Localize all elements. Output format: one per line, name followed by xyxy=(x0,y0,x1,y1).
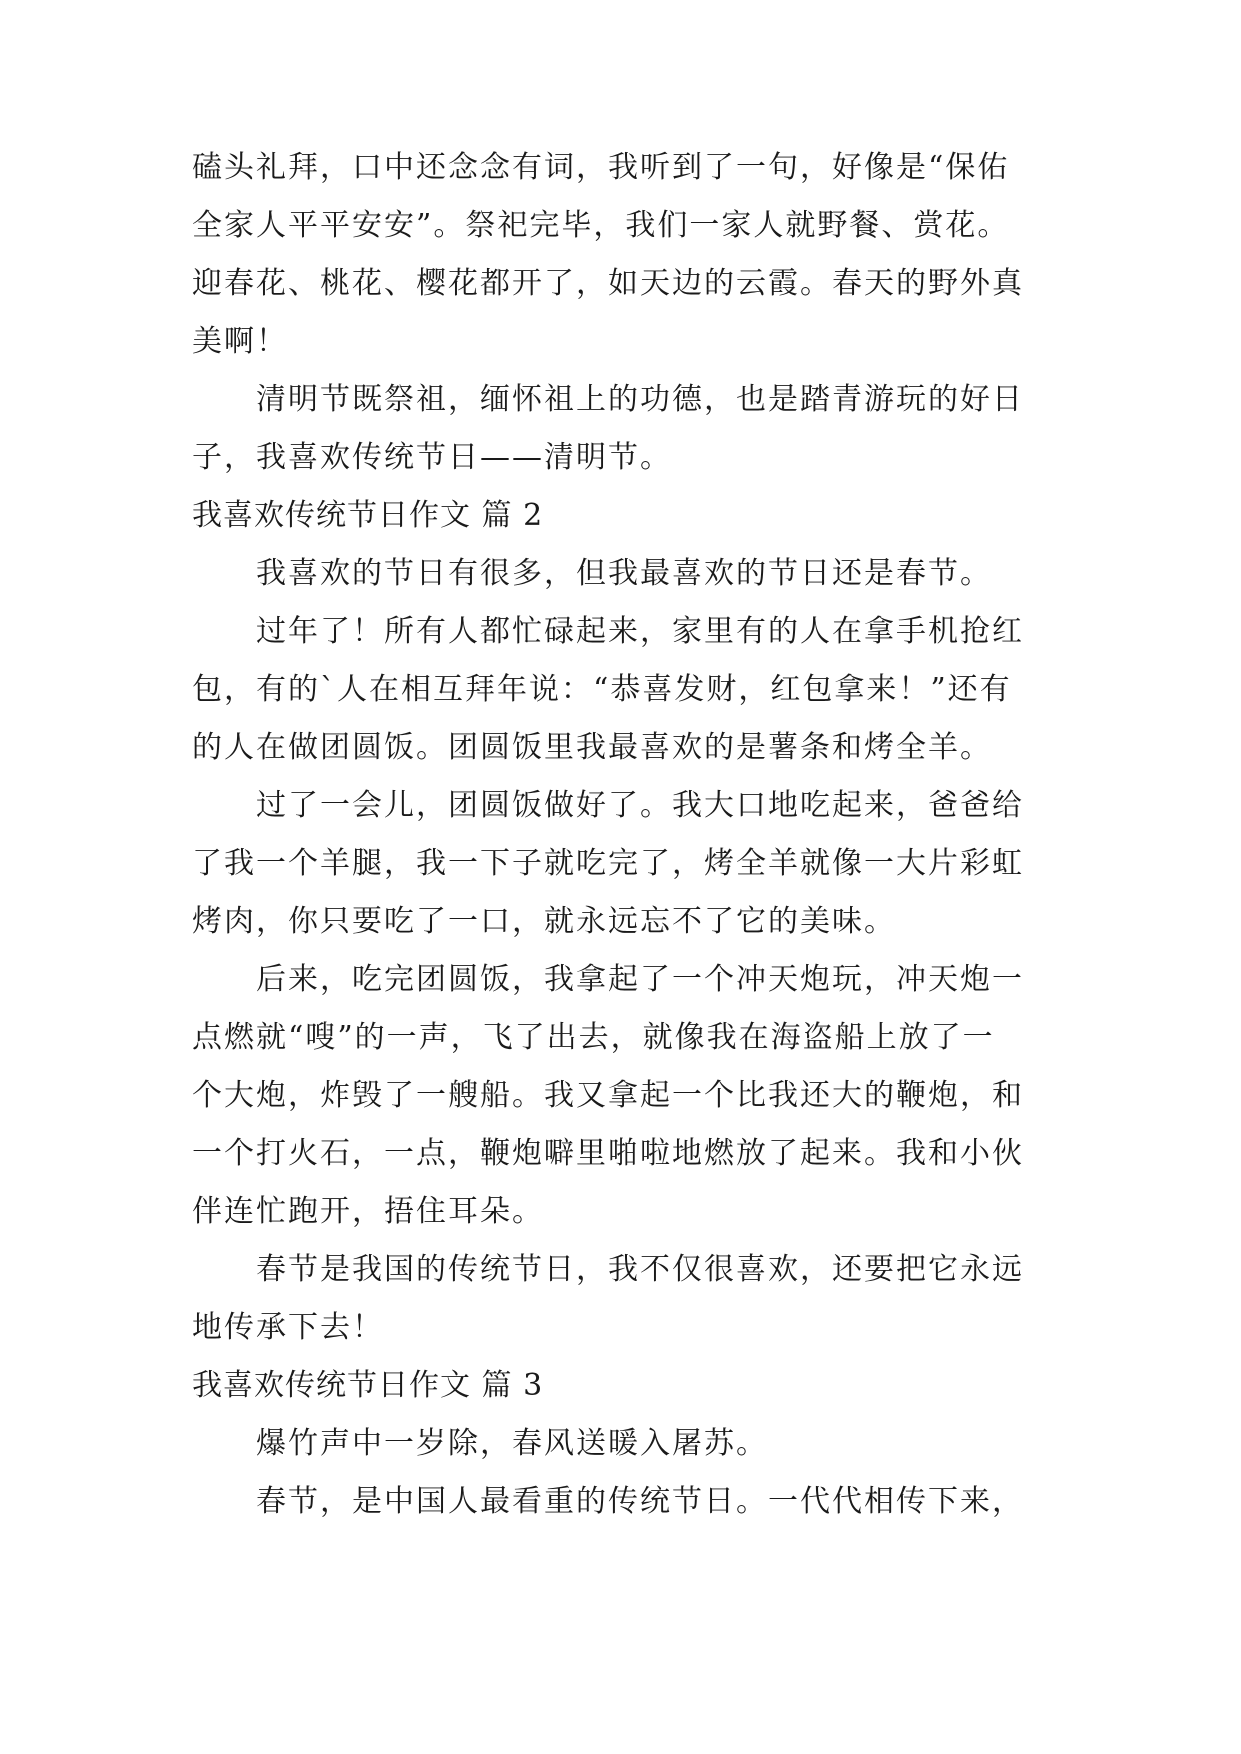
text-line: 的人在做团圆饭。团圆饭里我最喜欢的是薯条和烤全羊。 xyxy=(192,730,992,765)
text-line: 子，我喜欢传统节日——清明节。 xyxy=(192,440,672,475)
text-line: 美啊！ xyxy=(192,324,288,359)
text-line: 地传承下去！ xyxy=(192,1310,384,1345)
text-line: 迎春花、桃花、樱花都开了，如天边的云霞。春天的野外真 xyxy=(192,266,1024,301)
paragraph-start: 爆竹声中一岁除，春风送暖入屠苏。 xyxy=(256,1426,768,1461)
paragraph-start: 春节是我国的传统节日，我不仅很喜欢，还要把它永远 xyxy=(256,1252,1024,1287)
paragraph-start: 过年了！所有人都忙碌起来，家里有的人在拿手机抢红 xyxy=(256,614,1024,649)
text-line: 包，有的`人在相互拜年说：“恭喜发财，红包拿来！”还有 xyxy=(192,672,1012,707)
paragraph-start: 过了一会儿，团圆饭做好了。我大口地吃起来，爸爸给 xyxy=(256,788,1024,823)
paragraph-start: 后来，吃完团圆饭，我拿起了一个冲天炮玩，冲天炮一 xyxy=(256,962,1024,997)
paragraph-start: 清明节既祭祖，缅怀祖上的功德，也是踏青游玩的好日 xyxy=(256,382,1024,417)
text-line: 个大炮，炸毁了一艘船。我又拿起一个比我还大的鞭炮，和 xyxy=(192,1078,1024,1113)
text-line: 全家人平平安安”。祭祀完毕，我们一家人就野餐、赏花。 xyxy=(192,208,1010,243)
section-heading: 我喜欢传统节日作文 篇 3 xyxy=(192,1368,544,1403)
text-line: 磕头礼拜，口中还念念有词，我听到了一句，好像是“保佑 xyxy=(192,150,1010,185)
paragraph-start: 春节，是中国人最看重的传统节日。一代代相传下来， xyxy=(256,1484,1024,1519)
text-line: 了我一个羊腿，我一下子就吃完了，烤全羊就像一大片彩虹 xyxy=(192,846,1024,881)
text-line: 烤肉，你只要吃了一口，就永远忘不了它的美味。 xyxy=(192,904,896,939)
text-line: 一个打火石，一点，鞭炮噼里啪啦地燃放了起来。我和小伙 xyxy=(192,1136,1024,1171)
text-line: 伴连忙跑开，捂住耳朵。 xyxy=(192,1194,544,1229)
text-line: 点燃就“嗖”的一声，飞了出去，就像我在海盗船上放了一 xyxy=(192,1020,995,1055)
paragraph-start: 我喜欢的节日有很多，但我最喜欢的节日还是春节。 xyxy=(256,556,992,591)
section-heading: 我喜欢传统节日作文 篇 2 xyxy=(192,498,544,533)
